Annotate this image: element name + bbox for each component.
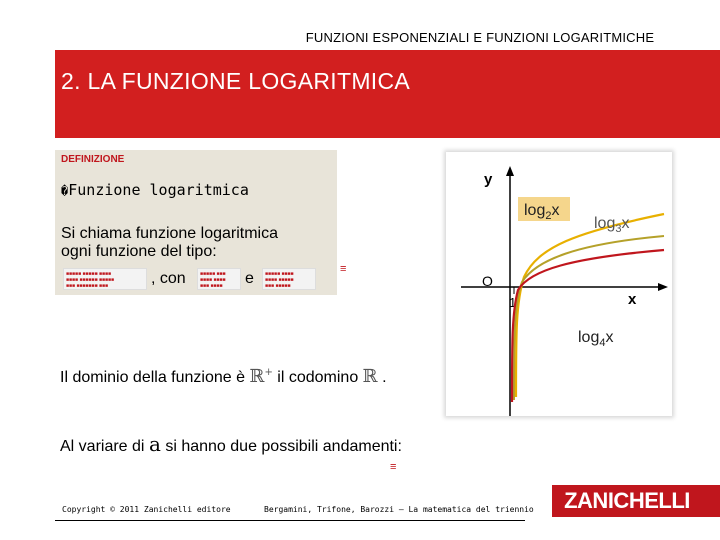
bullet-icon: � bbox=[61, 184, 69, 198]
definition-con: , con bbox=[151, 270, 186, 287]
log2-label: $\log_2x$ bbox=[524, 202, 560, 222]
equivalence-icon: ≡ bbox=[340, 263, 347, 275]
definition-text: Si chiama funzione logaritmica ogni funzione del tipo: bbox=[61, 225, 278, 260]
log4-label: $\log_4x$ bbox=[578, 329, 614, 349]
log2-curve bbox=[516, 214, 664, 397]
x-axis-arrow bbox=[658, 283, 668, 291]
domain-statement: Il dominio della funzione è ℝ+ il codomino ℝ . bbox=[60, 366, 387, 387]
log3-label: $\log_3x$ bbox=[594, 215, 630, 235]
variare-statement: Al variare di a si hanno due possibili andamenti: bbox=[60, 432, 402, 456]
log4-curve bbox=[512, 250, 664, 402]
one-label: 1 bbox=[509, 295, 517, 310]
condition2-image-placeholder: ■■■■■ ■■■■ ■■■■ ■■■■■ ■■■ ■■■■■ bbox=[262, 268, 316, 290]
definition-name: �Funzione logaritmica bbox=[61, 181, 249, 199]
codomain-set: ℝ bbox=[362, 366, 378, 387]
formula-image-placeholder: ■■■■■ ■■■■■ ■■■■ ■■■■ ■■■■■■ ■■■■■ ■■■ ■■■■■■■ ■■■ bbox=[63, 268, 147, 290]
condition-image-placeholder: ■■■■■ ■■■ ■■■■ ■■■■ ■■■ ■■■■ bbox=[197, 268, 241, 290]
title-banner bbox=[55, 50, 720, 138]
log-graph-figure bbox=[446, 152, 672, 416]
definition-label: DEFINIZIONE bbox=[61, 154, 125, 165]
parameter-a: a bbox=[148, 432, 161, 456]
equivalence-icon-2: ≡ bbox=[390, 461, 397, 473]
course-header bbox=[0, 30, 720, 45]
copyright-text: Copyright © 2011 Zanichelli editore bbox=[62, 505, 231, 514]
origin-label: O bbox=[482, 273, 493, 289]
domain-set: ℝ+ bbox=[249, 366, 273, 387]
x-axis-label: x bbox=[628, 291, 637, 308]
footer-divider bbox=[55, 520, 525, 521]
zanichelli-logo: ZANICHELLI bbox=[552, 485, 702, 517]
y-axis-label: y bbox=[484, 171, 493, 188]
y-axis-arrow bbox=[506, 166, 514, 176]
section-title: 2. LA FUNZIONE LOGARITMICA bbox=[61, 68, 411, 94]
authors-text: Bergamini, Trifone, Barozzi – La matematica del triennio bbox=[264, 505, 534, 514]
course-subject: FUNZIONI ESPONENZIALI E FUNZIONI LOGARITMICHE bbox=[305, 30, 655, 45]
log-graph bbox=[446, 152, 672, 416]
logo-bar bbox=[702, 485, 720, 517]
definition-e: e bbox=[245, 270, 254, 287]
